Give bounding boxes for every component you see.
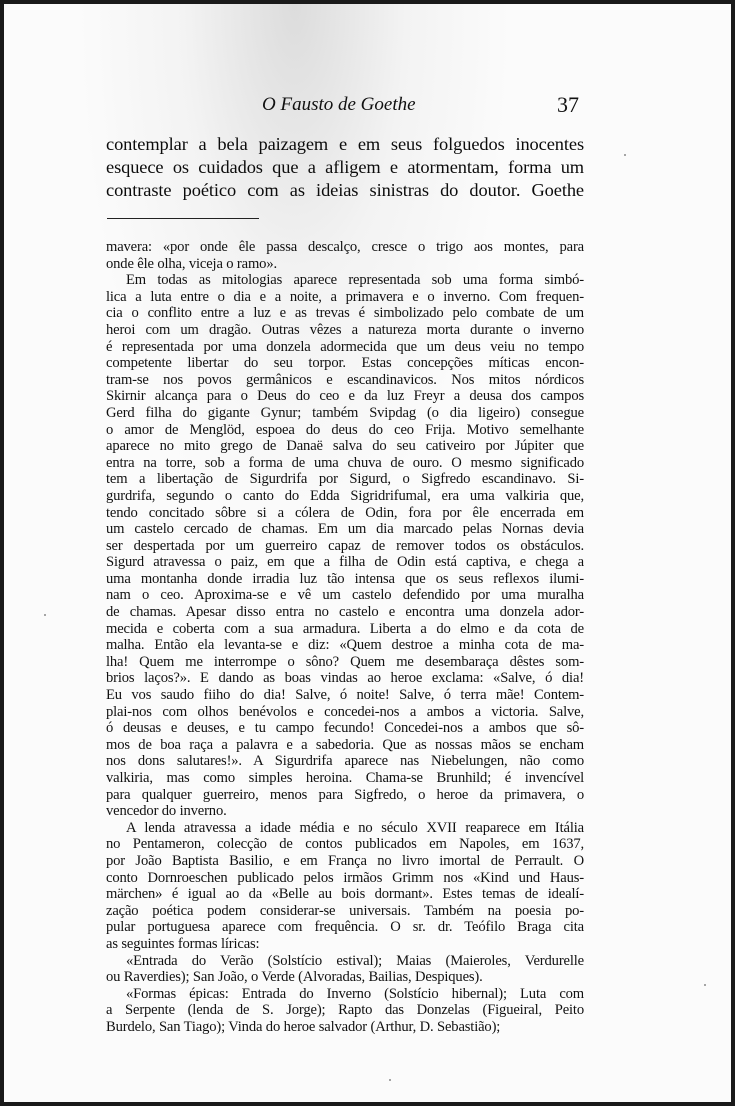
note-line: mecida e coberta com a sua armadura. Liberta a do elmo e da cota de bbox=[106, 620, 584, 637]
note-paragraph bbox=[106, 820, 584, 953]
note-paragraph bbox=[106, 986, 584, 1036]
note-line: cia o conflito entre a luz e as trevas é simbolizado pelo combate de um bbox=[106, 305, 584, 322]
note-line: Burdelo, San Tiago); Vinda do heroe salvador (Arthur, D. Sebastião); bbox=[106, 1018, 501, 1035]
main-text-line: esquece os cuidados que a afligem e atormentam, forma um bbox=[106, 157, 584, 177]
note-line: o amor de Menglöd, espoea do deus do ceo Frija. Motivo semelhante bbox=[106, 421, 584, 438]
notes-section bbox=[106, 239, 584, 1036]
note-line: valkiria, mas como simples heroina. Chama-se Brunhild; é invencível bbox=[106, 770, 584, 786]
note-line: mos de boa raça a palavra e a sabedoria. Que as nossas mãos se encham bbox=[106, 736, 584, 753]
footnote-divider bbox=[107, 218, 259, 219]
note-line: nam o ceo. Aproxima-se e vê um castelo defendido por uma muralha bbox=[106, 587, 584, 604]
note-line: brios laços?». E dando as boas vindas ao heroe exclama: «Salve, ó dia! bbox=[106, 670, 584, 687]
note-paragraph bbox=[106, 953, 584, 986]
note-line: uma montanha donde irradia luz tão intensa que os seus reflexos ilumi- bbox=[106, 570, 584, 587]
note-paragraph bbox=[106, 272, 584, 820]
note-line: ser despertada por um guerreiro capaz de remover todos os obstáculos. bbox=[106, 537, 584, 554]
note-line: um castelo cercado de chamas. Em um dia marcado pelas Nornas devia bbox=[106, 521, 584, 538]
main-text-line: contraste poético com as ideias sinistras do doutor. Goethe bbox=[106, 180, 584, 200]
note-line: a Serpente (lenda de S. Jorge); Rapto das Donzelas (Figueiral, Peito bbox=[106, 1002, 584, 1019]
main-text-continuation bbox=[106, 133, 584, 202]
note-line: zação poética podem considerar-se universais. Também na poesia po- bbox=[106, 902, 584, 919]
note-line: mavera: «por onde êle passa descalço, cresce o trigo aos montes, para bbox=[106, 239, 584, 255]
note-line: ou Raverdies); San João, o Verde (Alvoradas, Bailias, Despiques). bbox=[106, 969, 483, 986]
page-header bbox=[4, 94, 731, 122]
page-number: 37 bbox=[557, 92, 579, 117]
note-line: lha! Quem me interrompe o sôno? Quem me desembaraça dêstes som- bbox=[106, 653, 584, 670]
note-line: ó deusas e deuses, e tu campo fecundo! Concedei-nos a ambos que sô- bbox=[106, 720, 584, 737]
note-line: tram-se nos povos germânicos e escandinavicos. Nos mitos nórdicos bbox=[106, 371, 584, 388]
note-line: Skirnir alcança para o Deus do ceo e da luz Freyr a deusa dos campos bbox=[106, 388, 584, 405]
note-line: por João Baptista Basilio, e em França no livro imortal de Perrault. O bbox=[106, 852, 584, 869]
note-line: Em todas as mitologias aparece representada sob uma forma simbó- bbox=[126, 272, 584, 289]
note-line: märchen» é igual ao da «Belle au bois dormant». Estes temas de idealí- bbox=[106, 886, 584, 903]
note-line: pular portuguesa aparece com frequência. O sr. dr. Teófilo Braga cita bbox=[106, 919, 584, 936]
note-line: «Formas épicas: Entrada do Inverno (Solstício hibernal); Luta com bbox=[126, 985, 584, 1002]
note-line: Sigurd atravessa o paiz, em que a filha de Odin está captiva, e chega a bbox=[106, 554, 584, 571]
note-line: entra na torre, sob a forma de uma chuva de ouro. O mesmo significado bbox=[106, 454, 584, 471]
note-line: Gerd filha do gigante Gynur; também Svipdag (o dia ligeiro) consegue bbox=[106, 404, 584, 421]
note-line: «Entrada do Verão (Solstício estival); Maias (Maieroles, Verdurelle bbox=[126, 952, 584, 969]
note-line: malha. Então ela levanta-se e diz: «Quem destroe a minha cota de ma- bbox=[106, 637, 584, 654]
note-line: lica a luta entre o dia e a noite, a primavera e o inverno. Com frequen- bbox=[106, 288, 584, 305]
running-title: O Fausto de Goethe bbox=[262, 94, 416, 115]
note-line: tem a libertação de Sigurdrifa por Sigurd, o Sigfredo escandinavo. Si- bbox=[106, 471, 584, 488]
note-line: heroi com um dragão. Outras vêzes a natureza morta durante o inverno bbox=[106, 321, 584, 338]
note-line: tendo concitado sôbre si a cólera de Odin, fora por êle encerrada em bbox=[106, 504, 584, 521]
note-line: competente libertar do seu torpor. Estas concepções míticas encon- bbox=[106, 355, 584, 372]
note-line: conto Dornroeschen publicado pelos irmãos Grimm nos «Kind und Haus- bbox=[106, 869, 584, 886]
book-page bbox=[4, 4, 731, 1102]
note-paragraph bbox=[106, 239, 584, 272]
note-line: para qualquer guerreiro, menos para Sigfredo, o heroe da primavera, o bbox=[106, 786, 584, 803]
note-line: gurdrifa, segundo o canto do Edda Sigridrifumal, era uma valkiria que, bbox=[106, 487, 584, 504]
note-line: onde êle olha, viceja o ramo». bbox=[106, 255, 277, 272]
note-line: é representada por uma donzela adormecida que um deus veiu no tempo bbox=[106, 338, 584, 355]
note-line: vencedor do inverno. bbox=[106, 803, 227, 820]
note-line: plai-nos com olhos benévolos e concedei-nos a ambos a victoria. Salve, bbox=[106, 703, 584, 720]
main-text-line: contemplar a bela paizagem e em seus folguedos inocentes bbox=[106, 134, 584, 154]
note-line: de chamas. Apesar disso entra no castelo e encontra uma donzela ador- bbox=[106, 604, 584, 621]
note-line: no Pentameron, colecção de contos publicados em Napoles, em 1637, bbox=[106, 836, 584, 853]
note-line: nos dons salutares!». A Sigurdrifa aparece nas Niebelungen, não como bbox=[106, 753, 584, 770]
note-line: aparece no mito grego de Danaë salva do seu cativeiro por Júpiter que bbox=[106, 438, 584, 455]
note-line: Eu vos saudo fiiho do dia! Salve, ó noite! Salve, ó terra mãe! Contem- bbox=[106, 687, 584, 704]
note-line: A lenda atravessa a idade média e no século XVII reaparece em Itália bbox=[126, 819, 584, 836]
note-line: as seguintes formas líricas: bbox=[106, 935, 260, 952]
